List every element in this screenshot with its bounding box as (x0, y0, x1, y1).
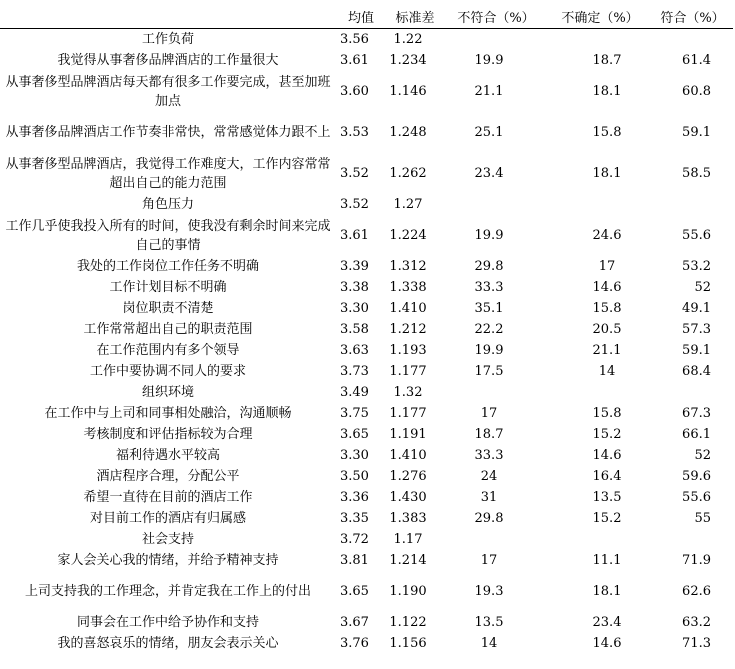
cell-agree: 62.6 (682, 584, 711, 599)
cell-sd: 1.224 (389, 228, 427, 243)
section-row (0, 194, 733, 215)
cell-item: 考核制度和评估指标较为合理 (83, 427, 253, 442)
table-row (0, 319, 733, 340)
cell-item: 福利待遇水平较高 (115, 448, 220, 463)
cell-sd: 1.410 (389, 301, 427, 316)
cell-agree: 71.3 (682, 636, 711, 651)
cell-agree: 61.4 (682, 53, 711, 68)
cell-unsure: 23.4 (592, 615, 622, 630)
cell-item: 在工作中与上司和同事相处融洽，沟通顺畅 (44, 406, 292, 421)
section-row (0, 529, 733, 550)
cell-disagree: 33.3 (474, 448, 504, 463)
cell-unsure: 20.5 (592, 322, 622, 337)
cell-mean: 3.58 (340, 322, 369, 337)
cell-unsure: 18.1 (592, 84, 622, 99)
cell-sd: 1.214 (389, 553, 427, 568)
cell-mean: 3.61 (340, 228, 369, 243)
cell-item: 酒店程序合理，分配公平 (96, 469, 240, 484)
table-row (0, 508, 733, 529)
cell-sd: 1.410 (389, 448, 427, 463)
cell-unsure: 15.8 (592, 301, 622, 316)
section-title: 社会支持 (141, 532, 194, 547)
cell-mean: 3.75 (340, 406, 369, 421)
cell-agree (652, 382, 733, 403)
cell-item: 工作几乎使我投入所有的时间，使我没有剩余时间来完成自己的事情 (5, 218, 331, 253)
cell-agree (652, 194, 733, 215)
cell-item: 工作常常超出自己的职责范围 (83, 322, 253, 337)
section-row (0, 382, 733, 403)
cell-disagree: 31 (480, 490, 498, 505)
cell-sd: 1.193 (389, 343, 427, 358)
section-title: 角色压力 (141, 197, 194, 212)
cell-mean: 3.65 (340, 584, 369, 599)
table-row (0, 403, 733, 424)
cell-disagree: 18.7 (474, 427, 504, 442)
header-row (0, 4, 733, 29)
cell-disagree (444, 529, 548, 550)
cell-sd: 1.191 (389, 427, 427, 442)
cell-agree: 58.5 (682, 166, 711, 181)
cell-agree: 60.8 (682, 84, 711, 99)
cell-unsure: 14.6 (592, 448, 622, 463)
cell-mean: 3.49 (340, 385, 369, 400)
cell-unsure: 14.6 (592, 280, 622, 295)
cell-sd: 1.177 (389, 364, 427, 379)
table-row (0, 277, 733, 298)
cell-mean: 3.52 (340, 197, 369, 212)
cell-mean: 3.38 (340, 280, 369, 295)
cell-mean: 3.63 (340, 343, 369, 358)
cell-mean: 3.30 (340, 448, 369, 463)
cell-agree: 55.6 (682, 490, 711, 505)
cell-disagree: 19.9 (474, 343, 504, 358)
cell-mean: 3.67 (340, 615, 369, 630)
cell-disagree: 24 (480, 469, 498, 484)
table-row (0, 445, 733, 466)
cell-mean: 3.72 (340, 532, 369, 547)
cell-unsure: 15.2 (592, 511, 622, 526)
cell-disagree: 17.5 (474, 364, 504, 379)
cell-agree: 66.1 (682, 427, 711, 442)
cell-agree: 67.3 (682, 406, 711, 421)
cell-agree: 55 (694, 511, 711, 526)
cell-item: 我觉得从事奢侈品牌酒店的工作量很大 (57, 53, 279, 68)
cell-unsure: 11.1 (592, 553, 622, 568)
cell-unsure: 15.8 (592, 125, 622, 140)
cell-agree (652, 29, 733, 51)
cell-unsure: 15.2 (592, 427, 622, 442)
cell-mean: 3.50 (340, 469, 369, 484)
cell-disagree: 17 (480, 406, 498, 421)
table-row (0, 466, 733, 487)
table-row (0, 361, 733, 382)
cell-item: 家人会关心我的情绪，并给予精神支持 (57, 553, 279, 568)
cell-disagree: 19.9 (474, 53, 504, 68)
cell-sd: 1.22 (393, 32, 423, 47)
cell-agree (652, 529, 733, 550)
cell-sd: 1.27 (393, 197, 423, 212)
cell-item: 从事奢侈型品牌酒店每天都有很多工作要完成，甚至加班加点 (5, 74, 331, 109)
cell-agree: 49.1 (682, 301, 711, 316)
table-body (0, 29, 733, 655)
cell-disagree: 17 (480, 553, 498, 568)
cell-unsure (548, 529, 652, 550)
cell-agree: 68.4 (682, 364, 711, 379)
cell-disagree (444, 382, 548, 403)
cell-agree: 52 (694, 280, 711, 295)
cell-unsure: 21.1 (592, 343, 622, 358)
cell-mean: 3.53 (340, 125, 369, 140)
table-row (0, 112, 733, 153)
cell-sd: 1.177 (389, 406, 427, 421)
cell-unsure (548, 382, 652, 403)
cell-mean: 3.56 (340, 32, 369, 47)
cell-sd: 1.234 (389, 53, 427, 68)
cell-item: 岗位职责不清楚 (122, 301, 214, 316)
cell-agree: 59.1 (682, 125, 711, 140)
cell-sd: 1.32 (393, 385, 423, 400)
section-title: 工作负荷 (141, 32, 194, 47)
header-agree: 符合（%） (652, 4, 733, 29)
cell-item: 对目前工作的酒店有归属感 (89, 511, 246, 526)
cell-mean: 3.61 (340, 53, 369, 68)
section-row (0, 29, 733, 51)
cell-mean: 3.81 (340, 553, 369, 568)
table-header (0, 4, 733, 29)
cell-mean: 3.73 (340, 364, 369, 379)
cell-item: 同事会在工作中给予协作和支持 (76, 615, 259, 630)
cell-sd: 1.248 (389, 125, 427, 140)
cell-sd: 1.122 (389, 615, 427, 630)
cell-sd: 1.312 (389, 259, 427, 274)
cell-disagree: 19.9 (474, 228, 504, 243)
section-title: 组织环境 (141, 385, 194, 400)
table-row (0, 633, 733, 654)
table-row (0, 71, 733, 112)
cell-sd: 1.190 (389, 584, 427, 599)
table-row (0, 256, 733, 277)
cell-item: 希望一直待在目前的酒店工作 (83, 490, 253, 505)
cell-agree: 71.9 (682, 553, 711, 568)
cell-unsure (548, 29, 652, 51)
table-row (0, 571, 733, 612)
cell-mean: 3.65 (340, 427, 369, 442)
cell-unsure: 14.6 (592, 636, 622, 651)
cell-agree: 59.1 (682, 343, 711, 358)
cell-unsure: 16.4 (592, 469, 622, 484)
cell-sd: 1.430 (389, 490, 427, 505)
cell-agree: 59.6 (682, 469, 711, 484)
table-row (0, 50, 733, 71)
cell-item: 工作中要协调不同人的要求 (89, 364, 246, 379)
cell-agree: 55.6 (682, 228, 711, 243)
header-mean: 均值 (336, 4, 386, 29)
cell-agree: 53.2 (682, 259, 711, 274)
cell-sd: 1.17 (393, 532, 423, 547)
header-sd: 标准差 (386, 4, 444, 29)
cell-mean: 3.35 (340, 511, 369, 526)
cell-item: 在工作范围内有多个领导 (96, 343, 240, 358)
table-row (0, 215, 733, 256)
cell-unsure (548, 194, 652, 215)
cell-unsure: 17 (598, 259, 616, 274)
cell-unsure: 24.6 (592, 228, 622, 243)
cell-agree: 52 (694, 448, 711, 463)
table-row (0, 153, 733, 194)
cell-unsure: 14 (598, 364, 616, 379)
table-row (0, 550, 733, 571)
cell-mean: 3.76 (340, 636, 369, 651)
cell-mean: 3.39 (340, 259, 369, 274)
cell-disagree: 25.1 (474, 125, 504, 140)
cell-disagree: 21.1 (474, 84, 504, 99)
cell-agree: 63.2 (682, 615, 711, 630)
cell-disagree: 19.3 (474, 584, 504, 599)
cell-disagree: 22.2 (474, 322, 504, 337)
cell-item: 我的喜怒哀乐的情绪，朋友会表示关心 (57, 636, 279, 651)
cell-mean: 3.36 (340, 490, 369, 505)
cell-disagree (444, 29, 548, 51)
cell-mean: 3.52 (340, 166, 369, 181)
cell-sd: 1.276 (389, 469, 427, 484)
cell-unsure: 18.1 (592, 166, 622, 181)
cell-item: 工作计划目标不明确 (109, 280, 227, 295)
stats-table (0, 4, 733, 654)
cell-sd: 1.338 (389, 280, 427, 295)
cell-disagree: 35.1 (474, 301, 504, 316)
cell-sd: 1.146 (389, 84, 427, 99)
cell-disagree: 29.8 (474, 259, 504, 274)
table-row (0, 487, 733, 508)
cell-disagree: 14 (480, 636, 498, 651)
cell-unsure: 13.5 (592, 490, 622, 505)
header-disagree: 不符合（%） (444, 4, 548, 29)
cell-disagree: 29.8 (474, 511, 504, 526)
cell-item: 从事奢侈品牌酒店工作节奏非常快，常常感觉体力跟不上 (5, 125, 331, 140)
cell-disagree: 33.3 (474, 280, 504, 295)
cell-mean: 3.30 (340, 301, 369, 316)
cell-disagree: 23.4 (474, 166, 504, 181)
header-item (0, 4, 336, 29)
cell-unsure: 18.1 (592, 584, 622, 599)
cell-disagree: 13.5 (474, 615, 504, 630)
cell-mean: 3.60 (340, 84, 369, 99)
table-row (0, 612, 733, 633)
cell-sd: 1.212 (389, 322, 427, 337)
cell-sd: 1.156 (389, 636, 427, 651)
header-unsure: 不确定（%） (548, 4, 652, 29)
cell-item: 上司支持我的工作理念，并肯定我在工作上的付出 (24, 584, 311, 599)
cell-agree: 57.3 (682, 322, 711, 337)
cell-item: 我处的工作岗位工作任务不明确 (76, 259, 259, 274)
cell-sd: 1.383 (389, 511, 427, 526)
cell-unsure: 18.7 (592, 53, 622, 68)
cell-item: 从事奢侈型品牌酒店，我觉得工作难度大，工作内容常常超出自己的能力范围 (5, 156, 331, 191)
table-row (0, 424, 733, 445)
cell-sd: 1.262 (389, 166, 427, 181)
cell-unsure: 15.8 (592, 406, 622, 421)
cell-disagree (444, 194, 548, 215)
table-row (0, 340, 733, 361)
table-row (0, 298, 733, 319)
